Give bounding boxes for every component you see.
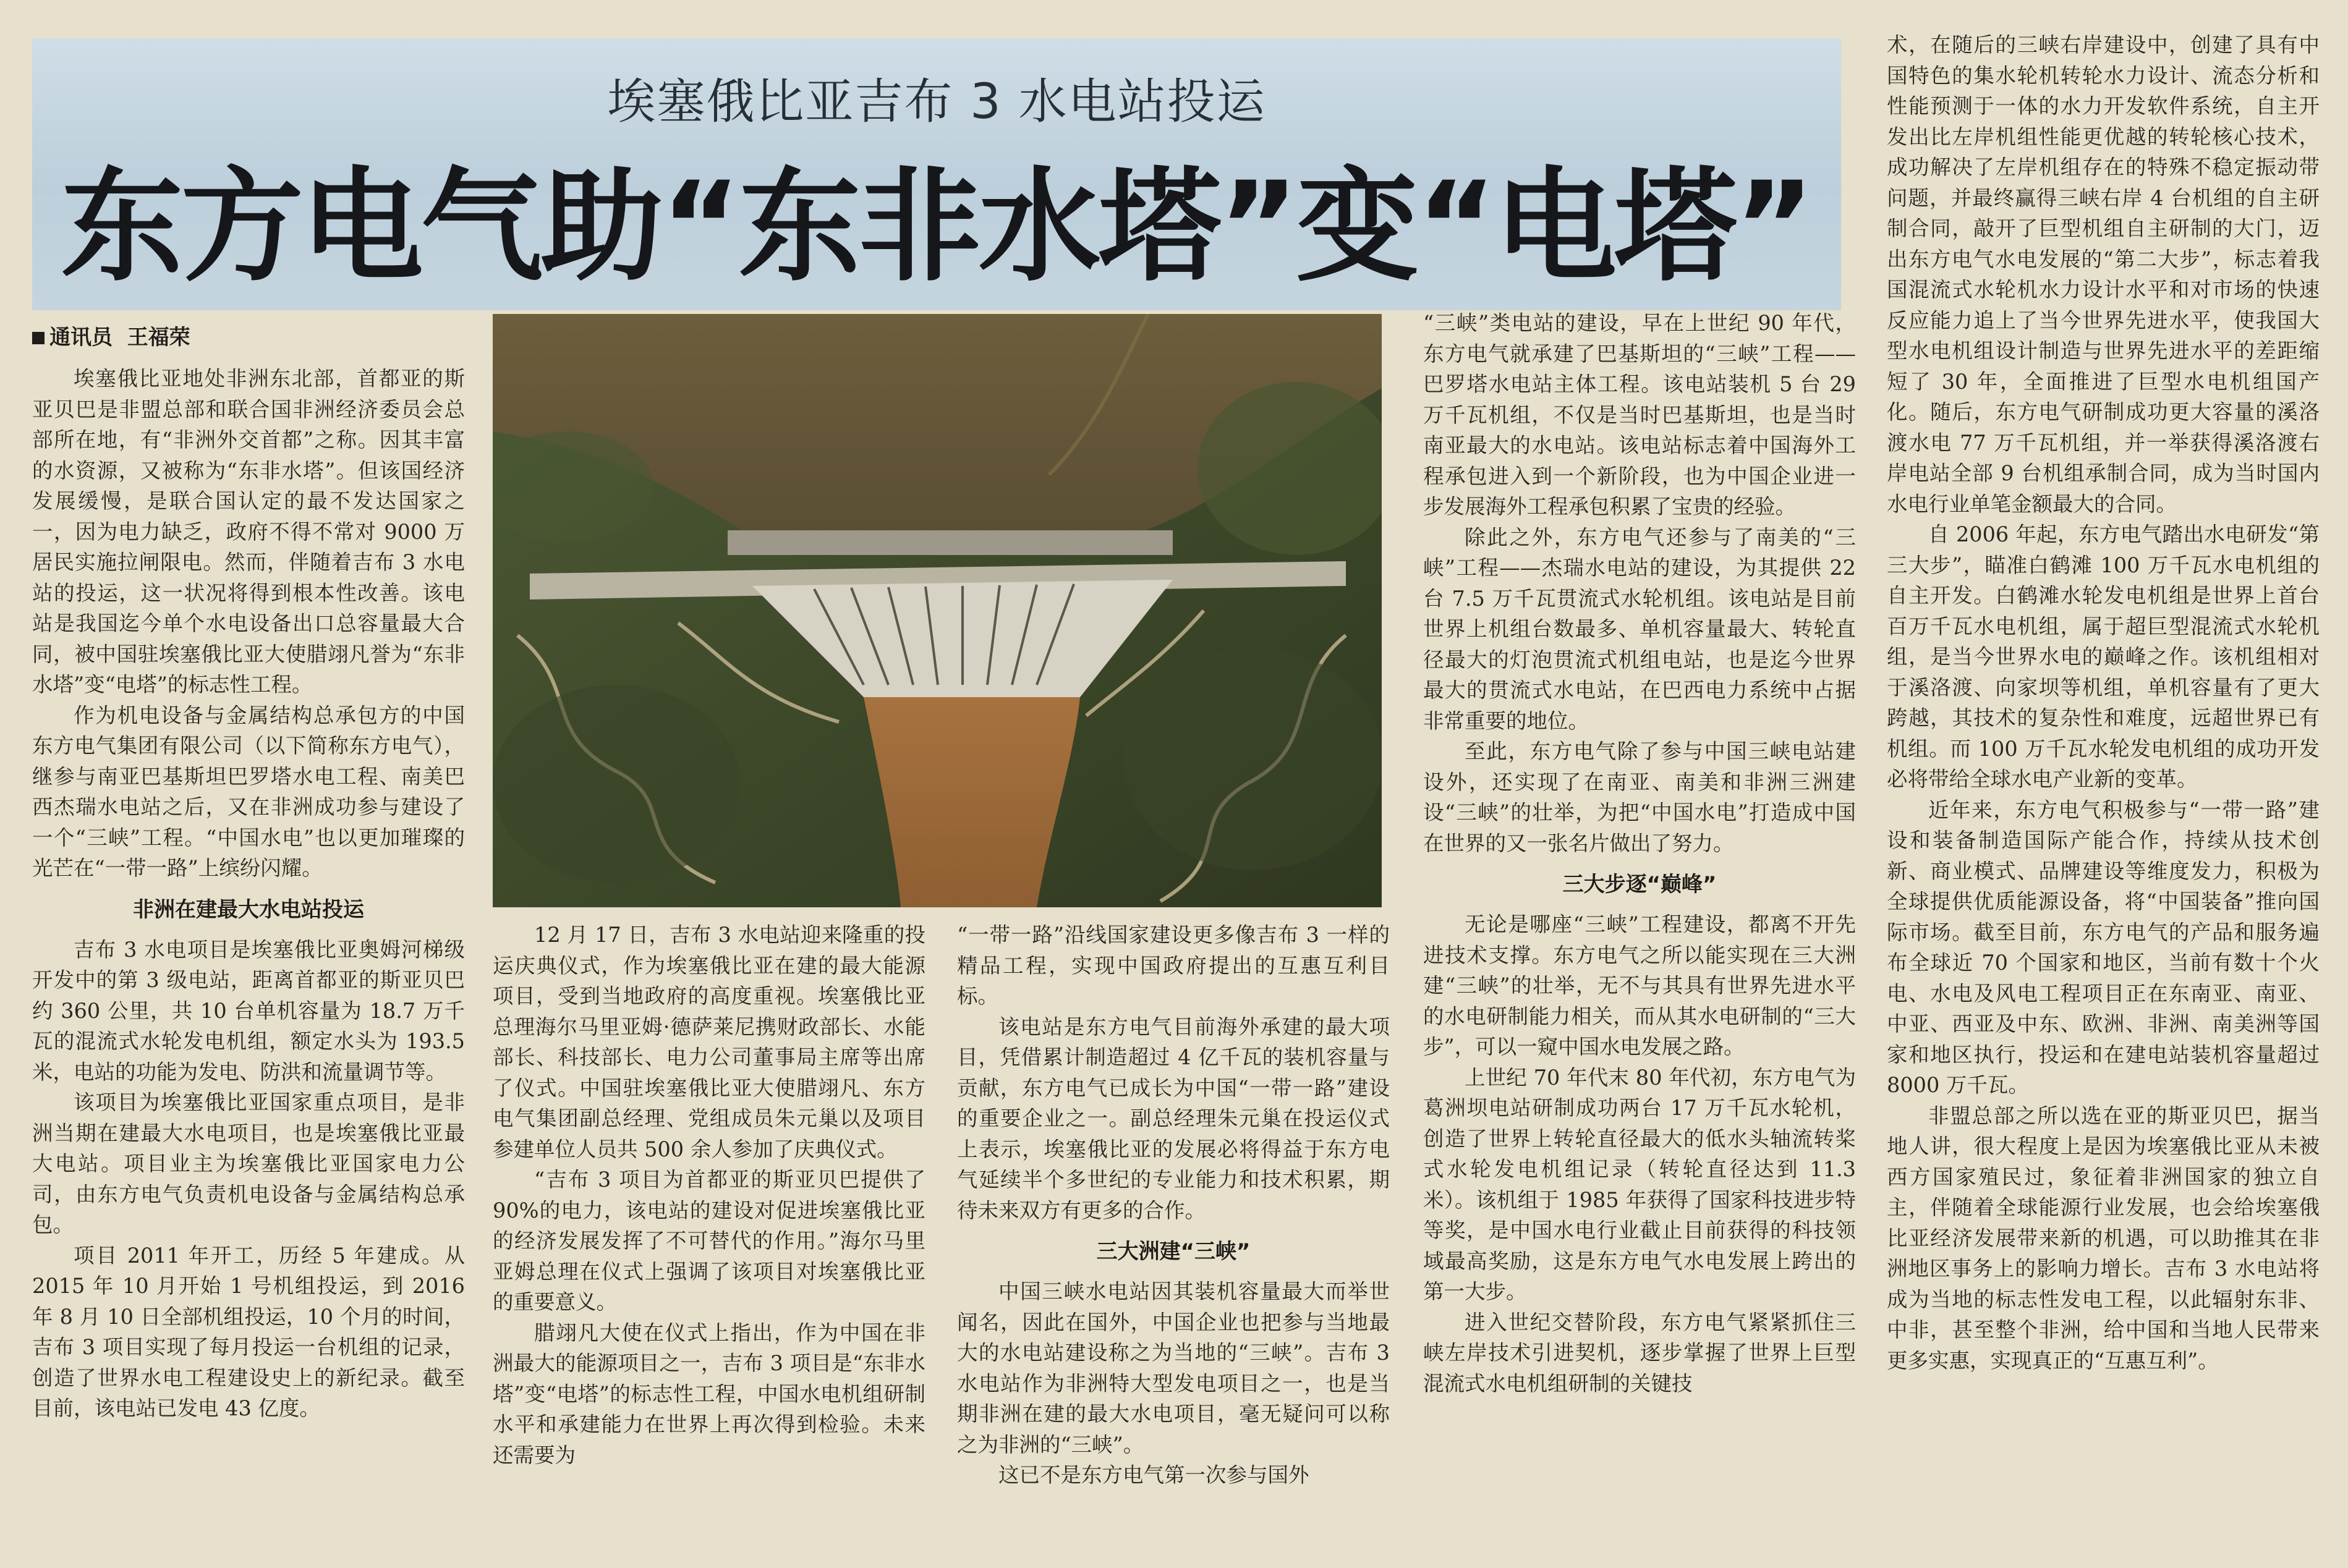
article-column-2 <box>493 920 925 1556</box>
paragraph: 除此之外，东方电气还参与了南美的“三峡”工程——杰瑞水电站的建设，为其提供 22 台 7.5 万千瓦贯流式水轮机组。该电站是目前世界上机组台数最多、单机容量最大、转轮直径最大的灯泡贯流式机组电站，也是迄今世界最大的贯流式水电站，在巴西电力系统中占据非常重要的地位。 <box>1423 525 1856 733</box>
paragraph: 进入世纪交替阶段，东方电气紧紧抓住三峡左岸技术引进契机，逐步掌握了世界上巨型混流式水电机组研制的关键技 <box>1423 1310 1856 1396</box>
article-column-2b <box>957 920 1390 1556</box>
paragraph: 吉布 3 水电项目是埃塞俄比亚奥姆河梯级开发中的第 3 级电站，距离首都亚的斯亚贝巴约 360 公里，共 10 台单机容量为 18.7 万千瓦的混流式水轮发电机组，额定水头为 193.5 米，电站的功能为发电、防洪和流量调节等。 <box>32 937 465 1084</box>
paragraph: “一带一路”沿线国家建设更多像吉布 3 一样的精品工程，实现中国政府提出的互惠互利目标。 <box>957 923 1390 1008</box>
paragraph: 该电站是东方电气目前海外承建的最大项目，凭借累计制造超过 4 亿千瓦的装机容量与贡献，东方电气已成长为中国“一带一路”建设的重要企业之一。副总经理朱元巢在投运仪式上表示，埃塞俄比亚的发展必将得益于东方电气延续半个多世纪的专业能力和技术积累，期待未来双方有更多的合作。 <box>957 1014 1390 1223</box>
article-column-1 <box>32 363 465 1550</box>
byline-marker <box>32 332 45 344</box>
paragraph: 这已不是东方电气第一次参与国外 <box>998 1463 1309 1487</box>
byline-name: 王福荣 <box>127 325 190 350</box>
section-heading: 三大洲建“三峡” <box>1096 1239 1251 1264</box>
paragraph: “吉布 3 项目为首都亚的斯亚贝巴提供了 90%的电力，该电站的建设对促进埃塞俄比亚的经济发展发挥了不可替代的作用。”海尔马里亚姆总理在仪式上强调了该项目对埃塞俄比亚的重要意义。 <box>493 1168 925 1314</box>
byline-label: 通讯员 <box>49 325 113 350</box>
paragraph: 无论是哪座“三峡”工程建设，都离不开先进技术支撑。东方电气之所以能实现在三大洲建“三峡”的壮举，无不与其具有世界先进水平的水电研制能力相关，而从其水电研制的“三大步”，可以一窥中国水电发展之路。 <box>1423 912 1856 1059</box>
paragraph: 作为机电设备与金属结构总承包方的中国东方电气集团有限公司（以下简称东方电气），继参与南亚巴基斯坦巴罗塔水电工程、南美巴西杰瑞水电站之后，又在非洲成功参与建设了一个“三峡”工程。“中国水电”也以更加璀璨的光芒在“一带一路”上缤纷闪耀。 <box>32 703 465 880</box>
paragraph: 近年来，东方电气积极参与“一带一路”建设和装备制造国际产能合作，持续从技术创新、商业模式、品牌建设等维度发力，积极为全球提供优质能源设备，将“中国装备”推向国际市场。截至目前，东方电气的产品和服务遍布全球近 70 个国家和地区，当前有数十个火电、水电及风电工程项目正在东南亚、南亚、中亚、西亚及中东、欧洲、非洲、南美洲等国家和地区执行，投运和在建电站装机容量超过 8000 万千瓦。 <box>1887 797 2320 1097</box>
headline-subtitle: 埃塞俄比亚吉布 3 水电站投运 <box>607 74 1266 130</box>
paragraph: 该项目为埃塞俄比亚国家重点项目，是非洲当期在建最大水电项目，也是埃塞俄比亚最大电站。项目业主为埃塞俄比亚国家电力公司，由东方电气负责机电设备与金属结构总承包。 <box>32 1090 465 1237</box>
paragraph: “三峡”类电站的建设，早在上世纪 90 年代，东方电气就承建了巴基斯坦的“三峡”工程——巴罗塔水电站主体工程。该电站装机 5 台 29 万千瓦机组，不仅是当时巴基斯坦，也是当时南亚最大的水电站。该电站标志着中国海外工程承包进入到一个新阶段，也为中国企业进一步发展海外工程承包积累了宝贵的经验。 <box>1423 311 1856 519</box>
paragraph: 至此，东方电气除了参与中国三峡电站建设外，还实现了在南亚、南美和非洲三洲建设“三峡”的壮举，为把“中国水电”打造成中国在世界的又一张名片做出了努力。 <box>1423 739 1856 855</box>
dam-aerial-photo <box>493 314 1382 907</box>
paragraph: 中国三峡水电站因其装机容量最大而举世闻名，因此在国外，中国企业也把参与当地最大的水电站建设称之为当地的“三峡”。吉布 3 水电站作为非洲特大型发电项目之一，也是当期非洲在建的最大水电项目，毫无疑问可以称之为非洲的“三峡”。 <box>957 1279 1390 1457</box>
article-column-4 <box>1887 30 2320 1556</box>
paragraph: 非盟总部之所以选在亚的斯亚贝巴，据当地人讲，很大程度上是因为埃塞俄比亚从未被西方国家殖民过，象征着非洲国家的独立自主，伴随着全球能源行业发展，也会给埃塞俄比亚经济发展带来新的机遇，可以助推其在非洲地区事务上的影响力增长。吉布 3 水电站将成为当地的标志性发电工程，以此辐射东非、中非，甚至整个非洲，给中国和当地人民带来更多实惠，实现真正的“互惠互利”。 <box>1887 1103 2320 1373</box>
paragraph: 术，在随后的三峡右岸建设中，创建了具有中国特色的集水轮机转轮水力设计、流态分析和性能预测于一体的水力开发软件系统，自主开发出比左岸机组性能更优越的转轮核心技术，成功解决了左岸机组存在的特殊不稳定振动带问题，并最终赢得三峡右岸 4 台机组的自主研制合同，敲开了巨型机组自主研制的大门，迈出东方电气水电发展的“第二大步”，标志着我国混流式水轮机水力设计水平和对市场的快速反应能力追上了当今世界先进水平，使我国大型水电机组设计制造与世界先进水平的差距缩短了 30 年，全面推进了巨型水电机组国产化。随后，东方电气研制成功更大容量的溪洛渡水电 77 万千瓦机组，并一举获得溪洛渡右岸电站全部 9 台机组承制合同，成为当时国内水电行业单笔金额最大的合同。 <box>1887 33 2320 516</box>
paragraph: 12 月 17 日，吉布 3 水电站迎来隆重的投运庆典仪式，作为埃塞俄比亚在建的最大能源项目，受到当地政府的高度重视。埃塞俄比亚总理海尔马里亚姆·德萨莱尼携财政部长、水能部长、科技部长、电力公司董事局主席等出席了仪式。中国驻埃塞俄比亚大使腊翊凡、东方电气集团副总经理、党组成员朱元巢以及项目参建单位人员共 500 余人参加了庆典仪式。 <box>493 923 925 1161</box>
paragraph: 自 2006 年起，东方电气踏出水电研发“第三大步”，瞄准白鹤滩 100 万千瓦水电机组的自主开发。白鹤滩水轮发电机组是世界上首台百万千瓦水电机组，属于超巨型混流式水轮机组，是当今世界水电的巅峰之作。该机组相对于溪洛渡、向家坝等机组，单机容量有了更大跨越，其技术的复杂性和难度，远超世界已有机组。而 100 万千瓦水轮发电机组的成功开发必将带给全球水电产业新的变革。 <box>1887 522 2320 791</box>
paragraph: 上世纪 70 年代末 80 年代初，东方电气为葛洲坝电站研制成功两台 17 万千瓦水轮机，创造了世界上转轮直径最大的低水头轴流转桨式水轮发电机组记录（转轮直径达到 11.3 米）。该机组于 1985 年获得了国家科技进步特等奖，是中国水电行业截止目前获得的科技领域最高奖励，这是东方电气水电发展上跨出的第一大步。 <box>1423 1065 1856 1303</box>
paragraph: 埃塞俄比亚地处非洲东北部，首都亚的斯亚贝巴是非盟总部和联合国非洲经济委员会总部所在地，有“非洲外交首都”之称。因其丰富的水资源，又被称为“东非水塔”。但该国经济发展缓慢，是联合国认定的最不发达国家之一，因为电力缺乏，政府不得不常对 9000 万居民实施拉闸限电。然而，伴随着吉布 3 水电站的投运，这一状况将得到根本性改善。该电站是我国迄今单个水电设备出口总容量最大合同，被中国驻埃塞俄比亚大使腊翊凡誉为“东非水塔”变“电塔”的标志性工程。 <box>32 367 465 697</box>
headline-banner <box>32 38 1841 310</box>
byline <box>32 320 190 350</box>
section-heading: 非洲在建最大水电站投运 <box>133 897 364 922</box>
headline-title: 东方电气助“东非水塔”变“电塔” <box>61 155 1813 298</box>
paragraph: 腊翊凡大使在仪式上指出，作为中国在非洲最大的能源项目之一，吉布 3 项目是“东非水塔”变“电塔”的标志性工程，中国水电机组研制水平和承建能力在世界上再次得到检验。未来还需要为 <box>493 1320 925 1467</box>
paragraph: 项目 2011 年开工，历经 5 年建成。从 2015 年 10 月开始 1 号机组投运，到 2016 年 8 月 10 日全部机组投运，10 个月的时间，吉布 3 项目实现了每月投运一台机组的记录，创造了世界水电工程建设史上的新纪录。截至目前，该电站已发电 43 亿度。 <box>32 1243 465 1420</box>
section-heading: 三大步逐“巅峰” <box>1562 872 1717 897</box>
article-column-3-top <box>1423 308 1856 1550</box>
